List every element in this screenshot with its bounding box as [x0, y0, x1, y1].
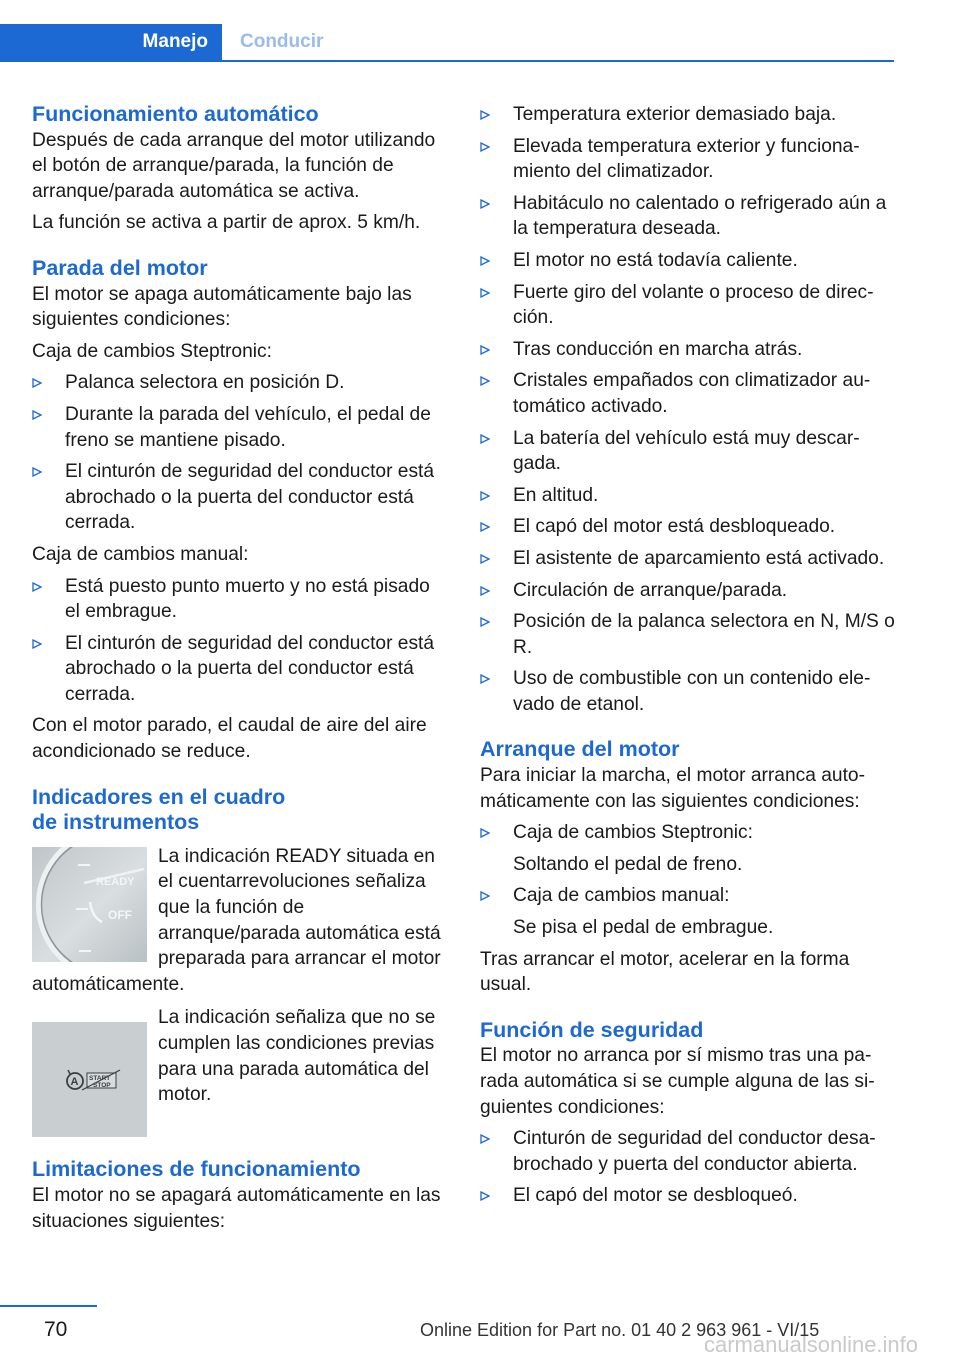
triangle-bullet-icon: [32, 410, 42, 420]
heading-limitaciones: Limitaciones de funcionamiento: [32, 1157, 361, 1182]
triangle-bullet-icon: [32, 582, 42, 592]
paragraph: Para iniciar la marcha, el motor arranca automáticamente con las siguientes condiciones:: [480, 765, 865, 812]
footer-rule: [0, 1305, 97, 1307]
svg-text:OFF: OFF: [108, 907, 132, 922]
list-item: Cinturón de seguridad del conductor desabrochado y puerta del conductor abierta.: [480, 1126, 895, 1177]
triangle-bullet-icon: [32, 378, 42, 388]
tab-conducir: Conducir: [240, 31, 324, 52]
list-item: Elevada temperatura exterior y funcionamiento del climatizador.: [480, 134, 895, 185]
list-item: El motor no está todavía caliente.: [480, 248, 895, 274]
triangle-bullet-icon: [480, 110, 490, 120]
list-subitem: Se pisa el pedal de embrague.: [513, 917, 774, 939]
edition-note: Online Edition for Part no. 01 40 2 963 961 - VI/15: [420, 1320, 820, 1340]
triangle-bullet-icon: [32, 639, 42, 649]
left-column: [32, 102, 447, 1234]
triangle-bullet-icon: [480, 891, 490, 901]
triangle-bullet-icon: [480, 142, 490, 152]
paragraph: La función se activa a partir de aprox. 5 km/h.: [32, 212, 421, 234]
header-tabs: [0, 24, 894, 62]
list-item: Fuerte giro del volante o proceso de dirección.: [480, 280, 895, 331]
paragraph: El motor no se apagará automáticamente en las situaciones siguientes:: [32, 1185, 441, 1232]
list-item: El cinturón de seguridad del conductor está abrochado o la puerta del conductor está cerrada.: [32, 459, 447, 536]
triangle-bullet-icon: [480, 1191, 490, 1201]
list-item: Temperatura exterior demasiado baja.: [480, 102, 895, 128]
heading-parada: Parada del motor: [32, 255, 208, 280]
paragraph: Tras arrancar el motor, acelerar en la forma usual.: [480, 948, 850, 996]
triangle-bullet-icon: [480, 1134, 490, 1144]
list-item: Palanca selectora en posición D.: [32, 370, 447, 396]
list-item: El cinturón de seguridad del conductor está abrochado o la puerta del conductor está cerrada.: [32, 631, 447, 708]
indicator-description: La indicación señaliza que no se cumplen las condiciones previas para una parada automática del motor.: [158, 1007, 436, 1106]
tab-manejo-label: Manejo: [142, 31, 208, 52]
ready-indicator-image: [32, 847, 147, 962]
triangle-bullet-icon: [480, 828, 490, 838]
list-item: Tras conducción en marcha atrás.: [480, 337, 895, 363]
tachometer-icon: [32, 847, 147, 962]
triangle-bullet-icon: [32, 467, 42, 477]
paragraph: Con el motor parado, el caudal de aire del aire acondicionado se reduce.: [32, 715, 427, 763]
list-item: El asistente de aparcamiento está activado.: [480, 546, 895, 572]
list-item: Circulación de arranque/parada.: [480, 578, 895, 604]
svg-text:STOP: STOP: [93, 1082, 111, 1090]
bullet-list: [480, 1126, 895, 1209]
svg-text:A: A: [70, 1076, 79, 1089]
list-subitem: Soltando el pedal de freno.: [513, 853, 743, 875]
bullet-list: [32, 574, 447, 708]
triangle-bullet-icon: [480, 674, 490, 684]
paragraph: El motor no arranca por sí mismo tras una parada automática si se cumple alguna de las siguientes condiciones:: [480, 1045, 875, 1118]
watermark: carmanualsonline.info: [704, 1332, 919, 1357]
list-item: Habitáculo no calentado o refrigerado aún a la temperatura deseada.: [480, 191, 895, 242]
paragraph: Caja de cambios manual:: [32, 543, 249, 565]
triangle-bullet-icon: [480, 617, 490, 627]
triangle-bullet-icon: [480, 522, 490, 532]
svg-text:READY: READY: [96, 875, 135, 888]
triangle-bullet-icon: [480, 256, 490, 266]
heading-indicadores: Indicadores en el cuadro de instrumentos: [32, 784, 286, 835]
triangle-bullet-icon: [480, 345, 490, 355]
auto-start-stop-icon: [32, 1022, 147, 1137]
heading-arranque: Arranque del motor: [480, 737, 680, 762]
paragraph: Caja de cambios Steptronic:: [32, 340, 272, 362]
page-number: 70: [44, 1318, 68, 1341]
paragraph: Después de cada arranque del motor utilizando el botón de arranque/parada, la función de arranque/parada automática se activa.: [32, 129, 436, 202]
triangle-bullet-icon: [480, 586, 490, 596]
list-item: Posición de la palanca selectora en N, M/S o R.: [480, 609, 895, 660]
bullet-list: [480, 102, 895, 717]
bullet-list: [480, 820, 895, 940]
right-column: [480, 102, 895, 1209]
svg-text:START: START: [89, 1075, 111, 1083]
list-item: Cristales empañados con climatizador automático activado.: [480, 368, 895, 419]
paragraph: El motor se apaga automáticamente bajo las siguientes condiciones:: [32, 283, 412, 331]
triangle-bullet-icon: [480, 376, 490, 386]
heading-funcion-seguridad: Función de seguridad: [480, 1017, 704, 1042]
list-item: Durante la parada del vehículo, el pedal de freno se mantiene pisado.: [32, 402, 447, 453]
triangle-bullet-icon: [480, 554, 490, 564]
bullet-list: [32, 370, 447, 536]
triangle-bullet-icon: [480, 199, 490, 209]
list-item: El capó del motor se desbloqueó.: [480, 1183, 895, 1209]
list-item: Está puesto punto muerto y no está pisado el embrague.: [32, 574, 447, 625]
triangle-bullet-icon: [480, 288, 490, 298]
list-item: La batería del vehículo está muy descargada.: [480, 426, 895, 477]
list-item: Uso de combustible con un contenido elevado de etanol.: [480, 666, 895, 717]
indicator-description: La indicación READY situada en el cuentarrevoluciones señaliza que la función de arranque/parada automática está preparada para arrancar el motor automáticamente.: [32, 845, 441, 995]
tab-manejo: [0, 24, 222, 62]
heading-funcionamiento: Funcionamiento automático: [32, 102, 319, 126]
triangle-bullet-icon: [480, 491, 490, 501]
list-item: En altitud.: [480, 483, 895, 509]
list-item: Caja de cambios Steptronic: Soltando el pedal de freno.: [480, 820, 895, 877]
list-item: El capó del motor está desbloqueado.: [480, 514, 895, 540]
start-stop-indicator-image: [32, 1022, 147, 1137]
triangle-bullet-icon: [480, 434, 490, 444]
header-rule: [0, 60, 894, 62]
list-item: Caja de cambios manual: Se pisa el pedal de embrague.: [480, 883, 895, 940]
